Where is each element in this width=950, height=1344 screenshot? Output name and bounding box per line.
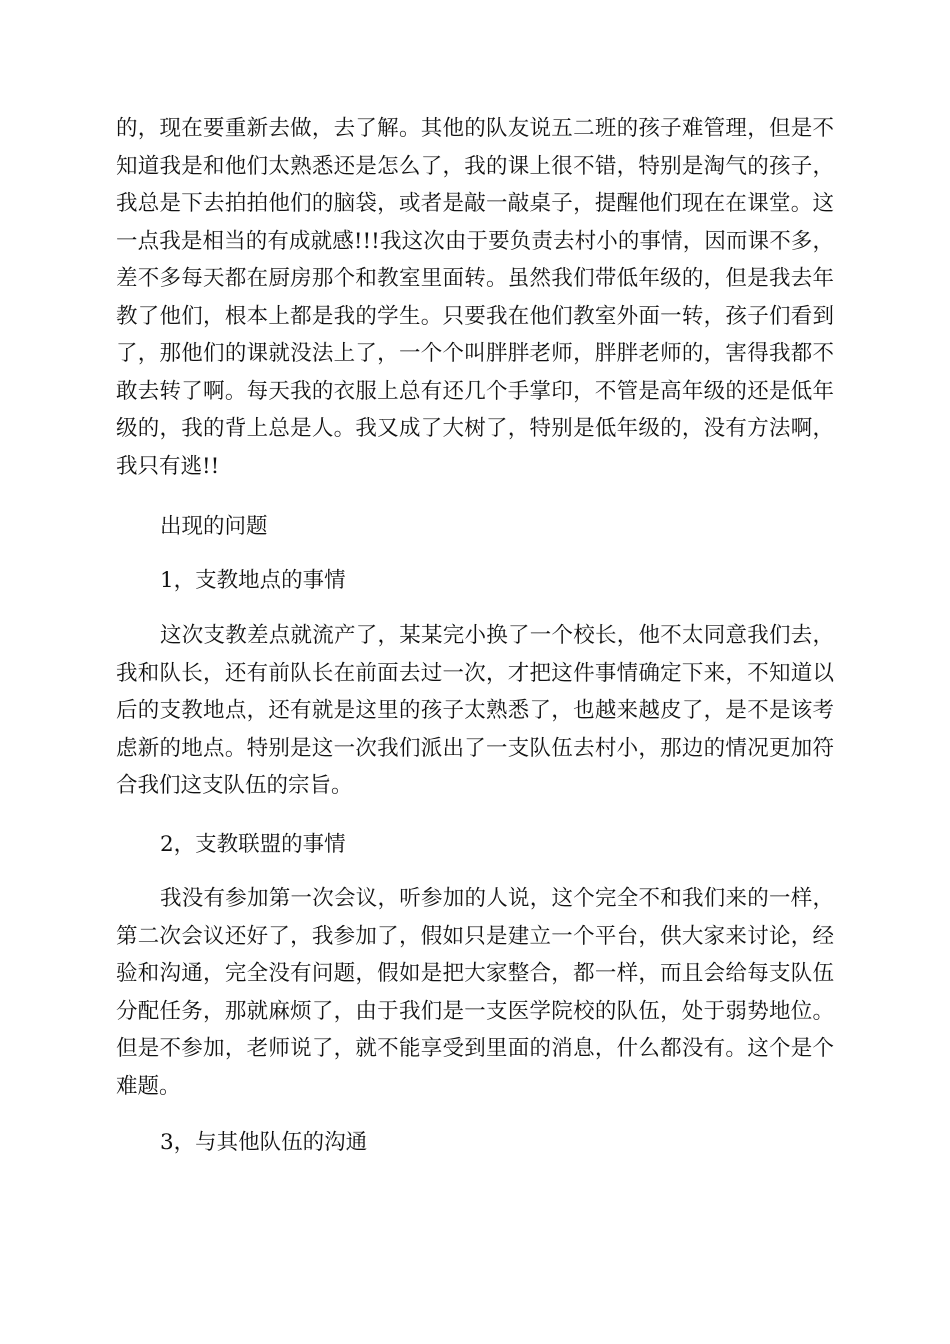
section-heading-problems: 出现的问题 [160,514,268,539]
subheading-teaching-location: 1，支教地点的事情 [160,568,346,593]
body-paragraph-location: 这次支教差点就流产了，某某完小换了一个校长，他不太同意我们去，我和队长，还有前队长在前面去过一次，才把这件事情确定下来，不知道以后的支教地点，还有就是这里的孩子太熟悉了，也越来越皮了，是不是该考虑新的地点。特别是这一次我们派出了一支队伍去村小，那边的情况更加符合我们这支队伍的宗旨。 [116,623,834,798]
body-paragraph-alliance: 我没有参加第一次会议，听参加的人说，这个完全不和我们来的一样，第二次会议还好了，我参加了，假如只是建立一个平台，供大家来讨论，经验和沟通，完全没有问题，假如是把大家整合，都一样，而且会给每支队伍分配任务，那就麻烦了，由于我们是一支医学院校的队伍，处于弱势地位。但是不参加，老师说了，就不能享受到里面的消息，什么都没有。这个是个难题。 [116,886,834,1099]
subheading-team-communication: 3，与其他队伍的沟通 [160,1130,368,1155]
body-paragraph-continued: 的，现在要重新去做，去了解。其他的队友说五二班的孩子难管理，但是不知道我是和他们太熟悉还是怎么了，我的课上很不错，特别是淘气的孩子，我总是下去拍拍他们的脑袋，或者是敲一敲桌子，提醒他们现在在课堂。这一点我是相当的有成就感!!!我这次由于要负责去村小的事情，因而课不多，差不多每天都在厨房那个和教室里面转。虽然我们带低年级的，但是我去年教了他们，根本上都是我的学生。只要我在他们教室外面一转，孩子们看到了，那他们的课就没法上了，一个个叫胖胖老师，胖胖老师的，害得我都不敢去转了啊。每天我的衣服上总有还几个手掌印，不管是高年级的还是低年级的，我的背上总是人。我又成了大树了，特别是低年级的，没有方法啊，我只有逃!! [116,116,834,479]
subheading-teaching-alliance: 2，支教联盟的事情 [160,832,346,857]
